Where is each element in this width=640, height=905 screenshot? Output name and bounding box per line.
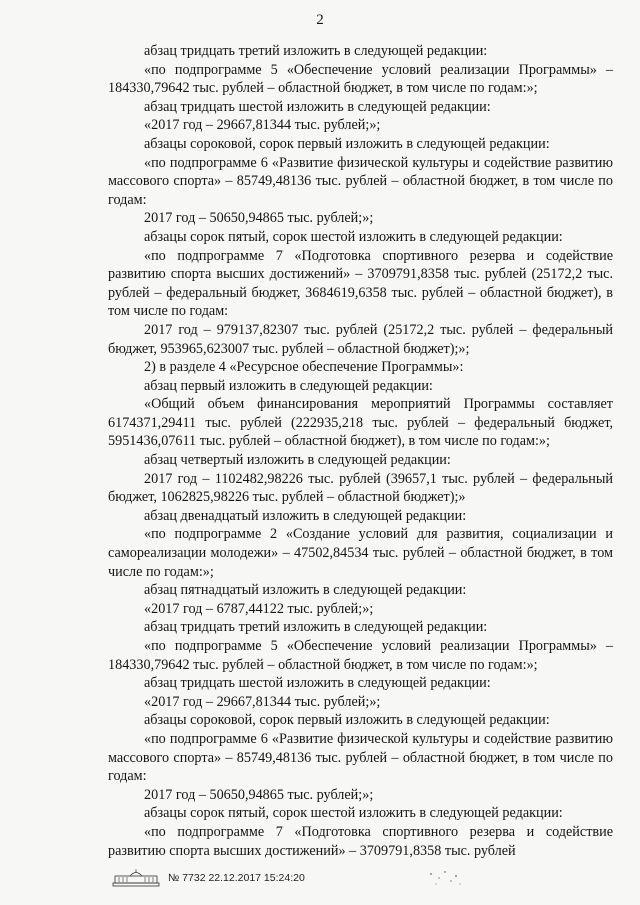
registration-stamp-text: № 7732 22.12.2017 15:24:20 [168, 872, 305, 884]
paragraph: абзац пятнадцатый изложить в следующей редакции: [144, 582, 467, 599]
paragraph: 2017 год – 50650,94865 тыс. рублей;»; [144, 786, 374, 803]
paragraph: абзац тридцать третий изложить в следующей редакции: [144, 619, 488, 636]
paragraph: «2017 год – 29667,81344 тыс. рублей;»; [144, 693, 381, 710]
paragraph: абзацы сорок пятый, сорок шестой изложить в следующей редакции: [144, 228, 563, 245]
paragraph: «Общий объем финансирования мероприятий Программы составляет 6174371,29411 тыс. рублей (222935,218 тыс. рублей – федеральный бюджет, 5951436,07611 тыс. рублей – областной бюджет), в том числе по годам:»; [108, 396, 613, 450]
paragraph: «по подпрограмме 5 «Обеспечение условий реализации Программы» – 184330,79642 тыс. рублей – областной бюджет, в том числе по годам:»; [108, 638, 613, 673]
paragraph: абзацы сороковой, сорок первый изложить в следующей редакции: [144, 712, 550, 729]
building-logo-icon [112, 869, 160, 887]
paragraph: абзац тридцать шестой изложить в следующей редакции: [144, 675, 491, 692]
paragraph: «по подпрограмме 5 «Обеспечение условий реализации Программы» – 184330,79642 тыс. рублей – областной бюджет, в том числе по годам:»; [108, 61, 613, 97]
paragraph: абзац тридцать третий изложить в следующей редакции: [144, 43, 488, 59]
document-body [108, 42, 613, 860]
paragraph: «по подпрограмме 7 «Подготовка спортивного резерва и содействие развитию спорта высших достижений» – 3709791,8358 тыс. рублей [108, 823, 613, 859]
paragraph: «2017 год – 6787,44122 тыс. рублей;»; [144, 600, 374, 617]
paragraph: абзац четвертый изложить в следующей редакции: [144, 452, 451, 469]
paragraph: «по подпрограмме 7 «Подготовка спортивного резерва и содействие развитию спорта высших достижений» – 3709791,8358 тыс. рублей (25172,2 тыс. рублей – федеральный бюджет, 3684619,6358 тыс. рублей – областной бюджет), в том числе по годам: [108, 247, 613, 320]
paragraph: «по подпрограмме 2 «Создание условий для развития, социализации и самореализации молодежи» – 47502,84534 тыс. рублей – областной бюджет, в том числе по годам:»; [108, 526, 613, 580]
paragraph: «по подпрограмме 6 «Развитие физической культуры и содействие развитию массового спорта» – 85749,48136 тыс. рублей – областной бюджет, в том числе по годам: [108, 154, 613, 208]
paragraph: 2017 год – 50650,94865 тыс. рублей;»; [144, 210, 374, 227]
paragraph: 2) в разделе 4 «Ресурсное обеспечение Программы»: [144, 359, 464, 376]
footer-stamp [112, 868, 305, 888]
paragraph: 2017 год – 1102482,98226 тыс. рублей (39657,1 тыс. рублей – федеральный бюджет, 1062825,98226 тыс. рублей – областной бюджет);» [108, 470, 613, 506]
paragraph: «2017 год – 29667,81344 тыс. рублей;»; [144, 117, 381, 134]
scan-noise-marks [425, 866, 465, 890]
paragraph: абзац первый изложить в следующей редакции: [144, 377, 433, 394]
paragraph: абзацы сороковой, сорок первый изложить в следующей редакции: [144, 135, 550, 152]
page-number: 2 [316, 12, 324, 28]
paragraph: 2017 год – 979137,82307 тыс. рублей (25172,2 тыс. рублей – федеральный бюджет, 953965,623007 тыс. рублей – областной бюджет);»; [108, 321, 613, 357]
paragraph: абзац двенадцатый изложить в следующей редакции: [144, 507, 467, 524]
paragraph: абзац тридцать шестой изложить в следующей редакции: [144, 98, 491, 115]
paragraph: абзацы сорок пятый, сорок шестой изложить в следующей редакции: [144, 805, 563, 822]
paragraph: «по подпрограмме 6 «Развитие физической культуры и содействие развитию массового спорта» – 85749,48136 тыс. рублей – областной бюджет, в том числе по годам: [108, 730, 613, 785]
